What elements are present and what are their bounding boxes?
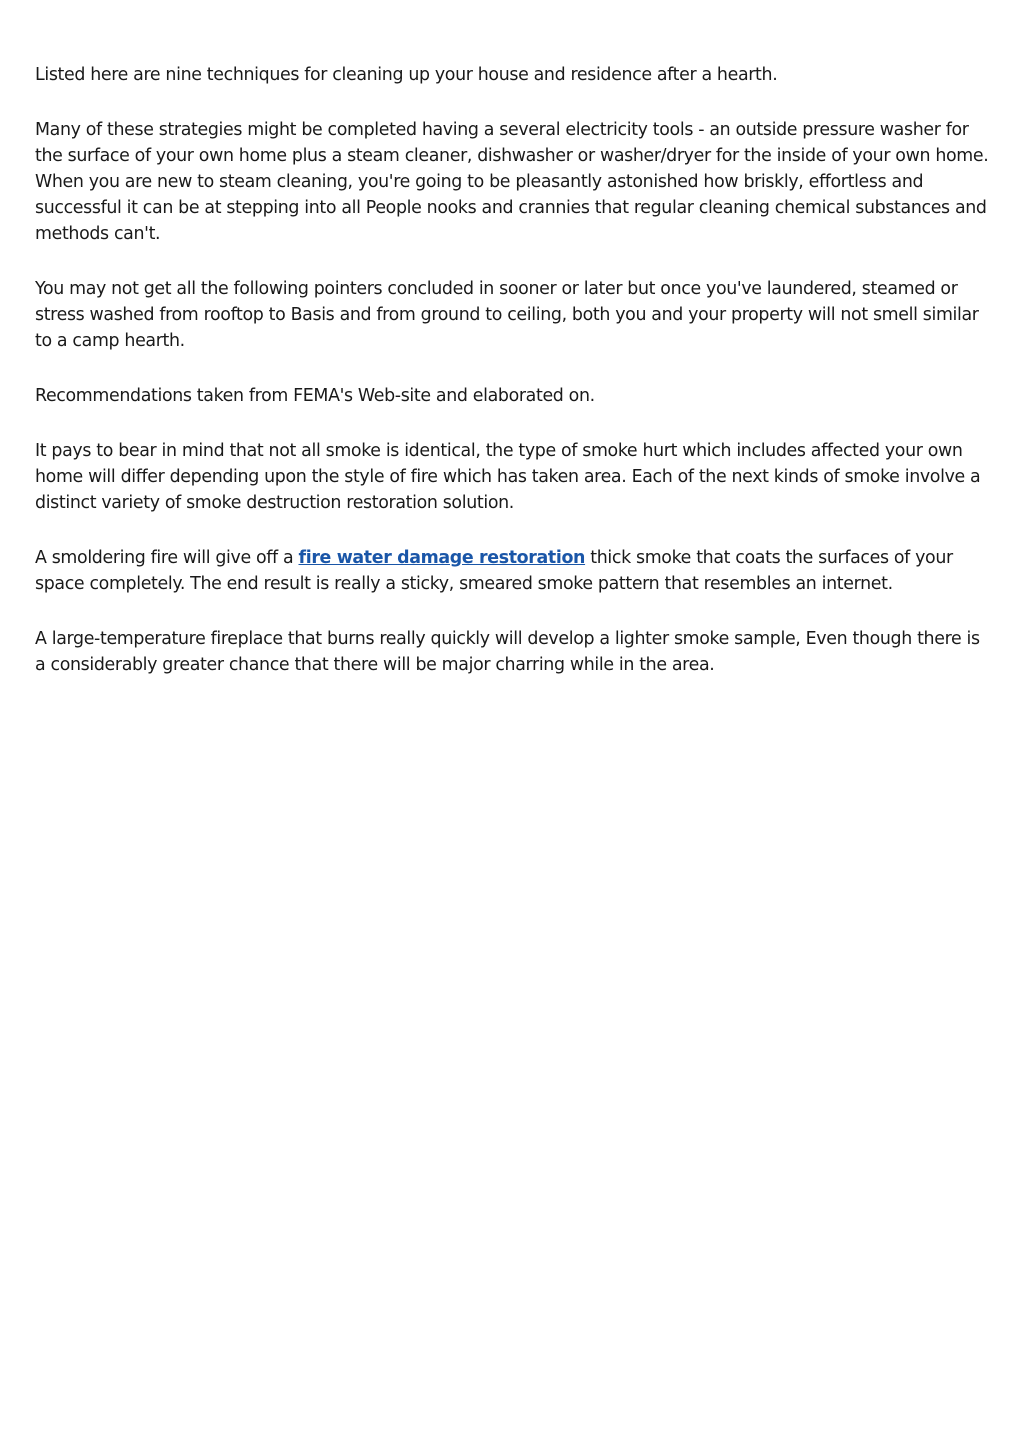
paragraph-high-temperature-fire: A large-temperature fireplace that burns really quickly will develop a lighter smoke sample, Even though there is a considerably greater chance that there will be major charring while in the area. [35,629,980,675]
paragraph-intro: Listed here are nine techniques for cleaning up your house and residence after a hearth. [35,65,778,85]
fire-water-damage-restoration-link[interactable]: fire water damage restoration [298,548,586,568]
paragraph-recommendations: Recommendations taken from FEMA's Web-site and elaborated on. [35,386,595,406]
paragraph-smoke-types: It pays to bear in mind that not all smoke is identical, the type of smoke hurt which includes affected your own home will differ depending upon the style of fire which has taken area. Each of the next kinds of smoke involve a distinct variety of smoke destruction restoration solution. [35,441,981,513]
paragraph-smoldering-fire [35,545,990,597]
document-body [35,62,990,707]
smoldering-text-after: thick smoke that coats the surfaces of your space completely. The end result is really a sticky, smeared smoke pattern that resembles an internet. [35,548,953,594]
paragraph-pointers: You may not get all the following pointers concluded in sooner or later but once you've laundered, steamed or stress washed from rooftop to Basis and from ground to ceiling, both you and your property will not smell similar to a camp hearth. [35,279,979,351]
smoldering-text-before: A smoldering fire will give off a [35,548,299,568]
paragraph-strategies: Many of these strategies might be completed having a several electricity tools - an outside pressure washer for the surface of your own home plus a steam cleaner, dishwasher or washer/dryer for the inside of your own home. When you are new to steam cleaning, you're going to be pleasantly astonished how briskly, effortless and successful it can be at stepping into all People nooks and crannies that regular cleaning chemical substances and methods can't. [35,120,989,244]
